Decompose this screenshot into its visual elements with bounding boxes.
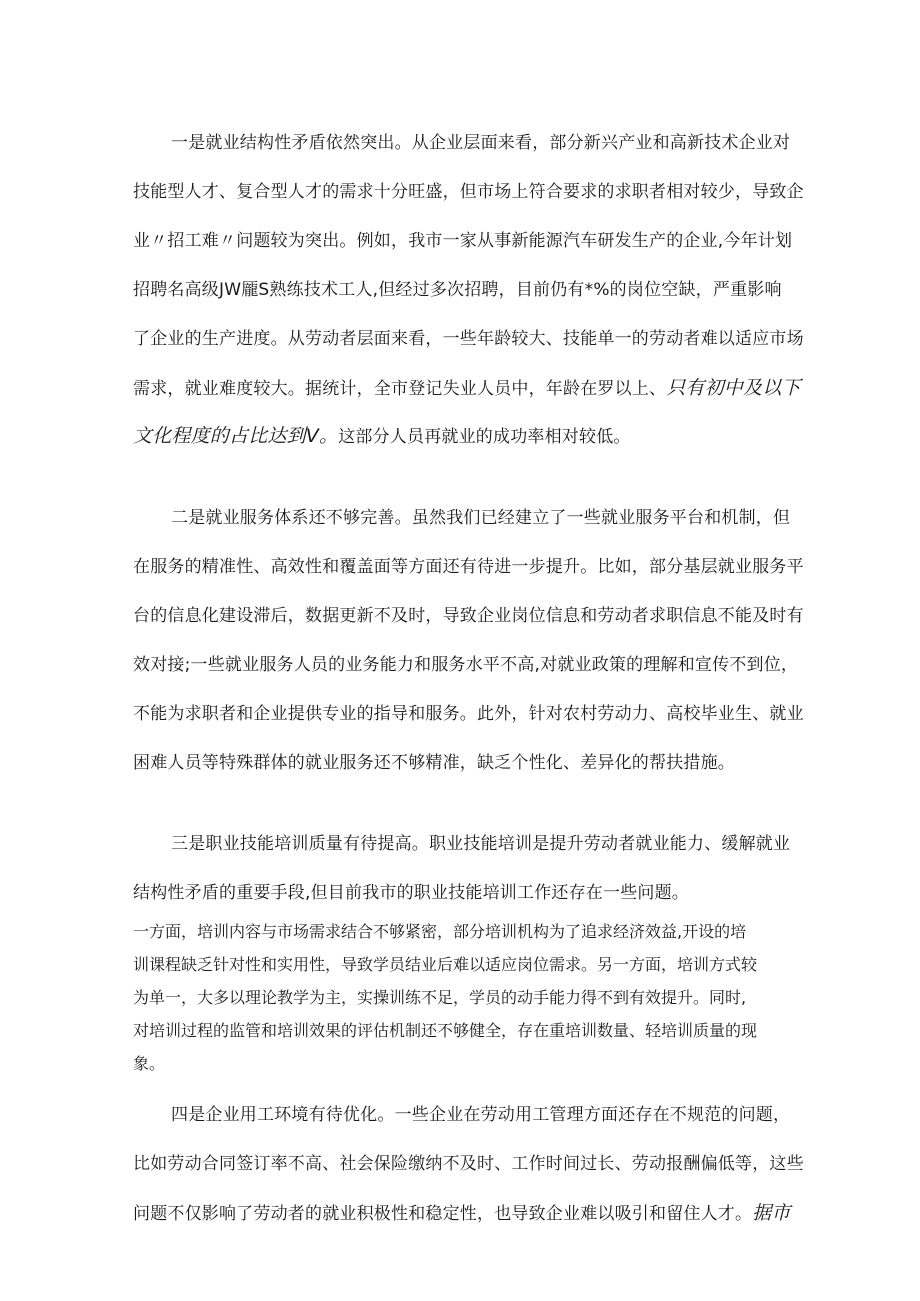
- paragraph-3-line-4: 训课程缺乏针对性和实用性，导致学员结业后难以适应岗位需求。另一方面，培训方式较: [133, 955, 758, 974]
- paragraph-4-line-2: 比如劳动合同签订率不高、社会保险缴纳不及时、工作时间过长、劳动报酬偏低等，这些: [133, 1154, 804, 1174]
- paragraph-3-line-3: 一方面，培训内容与市场需求结合不够紧密，部分培训机构为了追求经济效益,开设的培: [133, 922, 747, 941]
- paragraph-1-line-1: 一是就业结构性矛盾依然突出。从企业层面来看，部分新兴产业和高新技术企业对: [171, 133, 791, 153]
- paragraph-2-line-6: 困难人员等特殊群体的就业服务还不够精准，缺乏个性化、差异化的帮扶措施。: [133, 753, 735, 773]
- paragraph-1-line-6-text: 需求，就业难度较大。据统计，全市登记失业人员中，年龄在罗以上、: [133, 379, 667, 399]
- paragraph-1-line-7-text: 这部分人员再就业的成功率相对较低。: [338, 427, 631, 447]
- paragraph-1-line-4: 招聘名高级JW龎S熟练技术工人,但经过多次招聘，目前仍有*%的岗位空缺，严重影响: [133, 280, 782, 300]
- paragraph-3-line-1: 三是职业技能培训质量有待提高。职业技能培训是提升劳动者就业能力、缓解就业: [171, 834, 791, 854]
- paragraph-1-line-2: 技能型人才、复合型人才的需求十分旺盛，但市场上符合要求的求职者相对较少，导致企: [133, 182, 804, 202]
- paragraph-2-line-4: 效对接;一些就业服务人员的业务能力和服务水平不高,对就业政策的理解和宣传不到位，: [133, 655, 799, 675]
- paragraph-3-line-6: 对培训过程的监管和培训效果的评估机制还不够健全，存在重培训数量、轻培训质量的现: [133, 1021, 758, 1040]
- paragraph-2-line-3: 台的信息化建设滞后，数据更新不及时，导致企业岗位信息和劳动者求职信息不能及时有: [133, 606, 804, 626]
- paragraph-1-line-3: 业〃招工难〃问题较为突出。例如，我市一家从事新能源汽车研发生产的企业,今年计划: [133, 231, 793, 251]
- paragraph-2-line-1: 二是就业服务体系还不够完善。虽然我们已经建立了一些就业服务平台和机制，但: [171, 508, 791, 528]
- paragraph-2-line-5: 不能为求职者和企业提供专业的指导和服务。此外，针对农村劳动力、高校毕业生、就业: [133, 704, 804, 724]
- paragraph-1-italic-phrase: 只有初中及以下: [666, 377, 801, 399]
- paragraph-2-line-2: 在服务的精准性、高效性和覆盖面等方面还有待进一步提升。比如，部分基层就业服务平: [133, 557, 804, 577]
- paragraph-3-line-7: 象。: [133, 1054, 166, 1073]
- paragraph-4-line-3-text: 问题不仅影响了劳动者的就业积极性和稳定性，也导致企业难以吸引和留住人才。: [133, 1204, 753, 1224]
- paragraph-1-italic-phrase-2: 文化程度的占比达到V。: [133, 425, 339, 447]
- paragraph-3-line-5: 为单一，大多以理论教学为主，实操训练不足，学员的动手能力得不到有效提升。同时,: [133, 988, 747, 1007]
- paragraph-4-italic-tail: 据市: [752, 1202, 791, 1224]
- paragraph-1-line-5: 了企业的生产进度。从劳动者层面来看，一些年龄较大、技能单一的劳动者难以适应市场: [133, 329, 804, 349]
- paragraph-1-line-7: [133, 424, 631, 449]
- paragraph-4-line-1: 四是企业用工环境有待优化。一些企业在劳动用工管理方面还存在不规范的问题，: [171, 1105, 791, 1125]
- paragraph-1-line-6: [133, 376, 801, 401]
- paragraph-3-line-2: 结构性矛盾的重要手段,但目前我市的职业技能培训工作还存在一些问题。: [133, 883, 690, 903]
- paragraph-4-line-3: [133, 1201, 791, 1226]
